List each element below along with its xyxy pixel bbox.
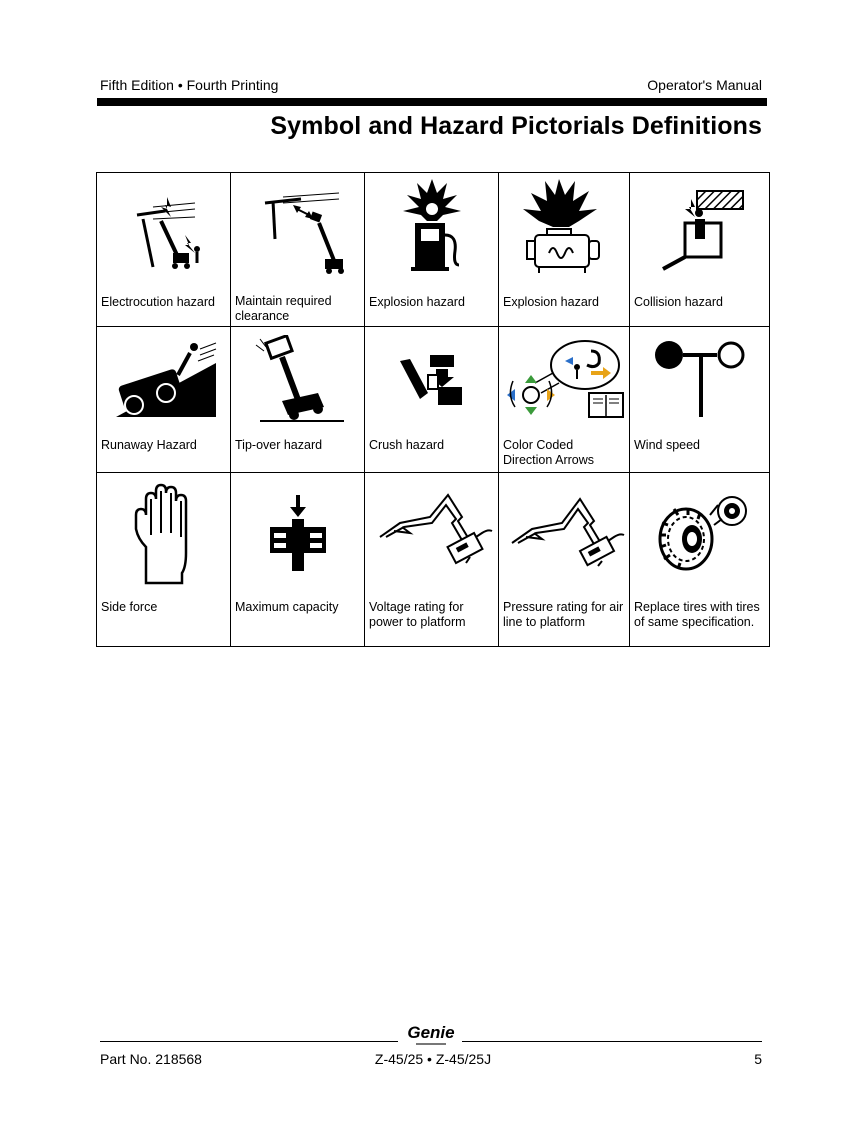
pictorial-label: Maintain required clearance [235, 294, 332, 323]
collision-icon [630, 183, 769, 283]
header-rule [97, 98, 767, 106]
pictorial-cell [630, 473, 770, 647]
genie-logo [404, 1024, 458, 1048]
pictorial-cell [97, 327, 231, 473]
pictorial-label: Voltage rating for power to platform [369, 600, 466, 629]
pictorial-cell [231, 473, 365, 647]
pressure-platform-icon [499, 487, 629, 567]
crush-icon [365, 353, 498, 413]
genie-logo-text: Genie [407, 1023, 455, 1042]
side-force-icon [97, 483, 230, 587]
pictorial-cell [499, 173, 630, 327]
pictorial-label: Side force [101, 600, 158, 614]
footer-model: Z-45/25 • Z-45/25J [374, 1051, 492, 1067]
pictorial-cell [231, 327, 365, 473]
pictorial-cell [365, 327, 499, 473]
electrocution-icon [97, 183, 230, 283]
clearance-icon [231, 183, 364, 283]
pictorial-label: Crush hazard [369, 438, 445, 452]
pictorial-label: Runaway Hazard [101, 438, 197, 452]
voltage-platform-icon [365, 487, 498, 567]
header-edition: Fifth Edition • Fourth Printing [100, 77, 279, 93]
pictorial-label: Explosion hazard [503, 295, 599, 309]
pictorial-label: Electrocution hazard [101, 295, 215, 309]
pictorials-table [96, 172, 770, 647]
pictorial-cell [499, 473, 630, 647]
pictorial-label: Pressure rating for air line to platform [503, 600, 624, 629]
max-capacity-icon [231, 493, 364, 573]
header-manual-name: Operator's Manual [647, 77, 762, 93]
runaway-icon [97, 339, 230, 423]
pictorial-label: Color Coded Direction Arrows [503, 438, 594, 467]
genie-logo-underline [416, 1043, 446, 1045]
pictorial-cell [365, 473, 499, 647]
footer-page-number: 5 [754, 1051, 762, 1067]
table-row [97, 473, 770, 647]
table-row [97, 327, 770, 473]
page-title: Symbol and Hazard Pictorials Definitions [270, 112, 762, 140]
pictorial-cell [365, 173, 499, 327]
pictorial-cell [231, 173, 365, 327]
table-row [97, 173, 770, 327]
pictorial-cell [630, 327, 770, 473]
tip-over-icon [231, 335, 364, 427]
pictorial-label: Tip-over hazard [235, 438, 323, 452]
pictorial-cell [499, 327, 630, 473]
pictorial-label: Maximum capacity [235, 600, 339, 614]
pictorial-label: Replace tires with tires of same specification. [634, 600, 760, 629]
pictorial-cell [630, 173, 770, 327]
wind-speed-icon [630, 337, 769, 419]
tire-replace-icon [630, 485, 769, 575]
footer-rule-left [100, 1041, 398, 1042]
pictorial-label: Collision hazard [634, 295, 723, 309]
pictorial-cell [97, 473, 231, 647]
engine-explosion-icon [499, 177, 629, 277]
pictorial-cell [97, 173, 231, 327]
footer-part-number: Part No. 218568 [100, 1051, 202, 1067]
pictorial-label: Wind speed [634, 438, 701, 452]
footer-rule-right [462, 1041, 762, 1042]
direction-arrows-icon [499, 337, 629, 421]
fuel-explosion-icon [365, 177, 498, 277]
pictorial-label: Explosion hazard [369, 295, 465, 309]
